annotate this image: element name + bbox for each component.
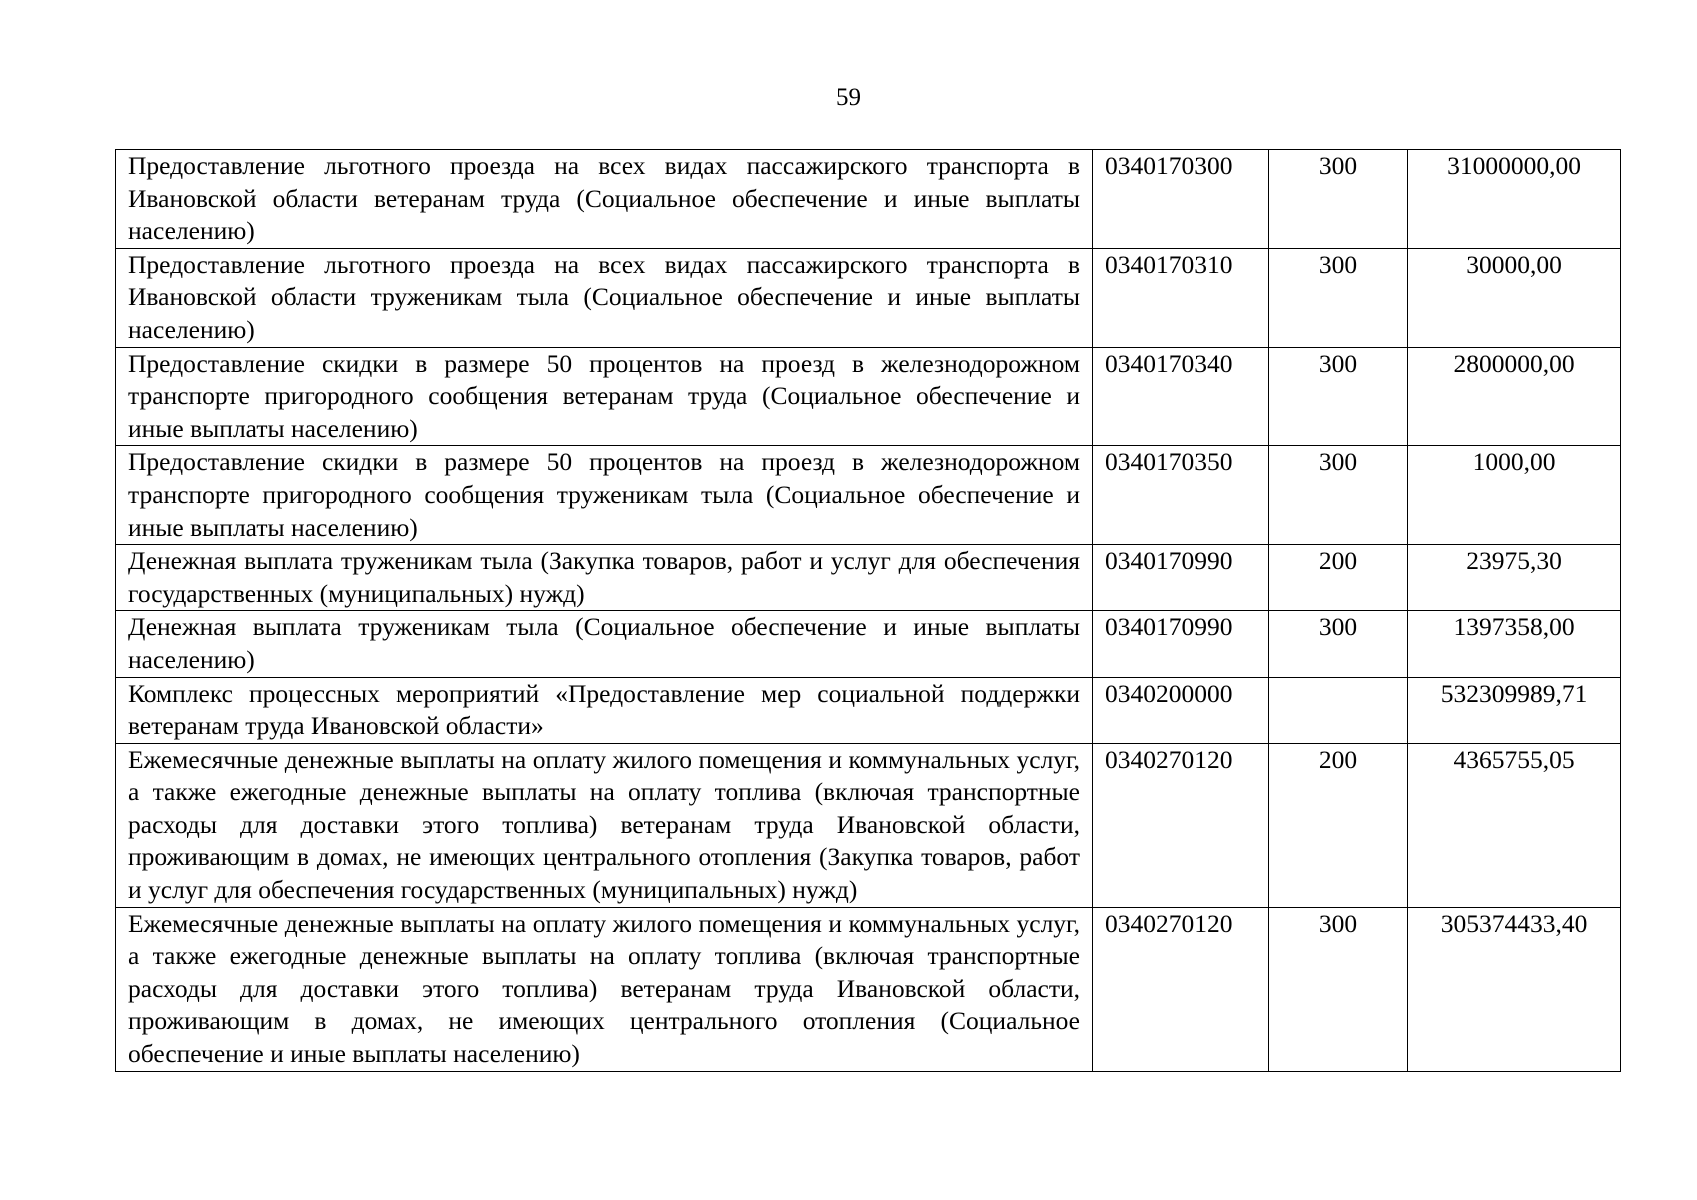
target-code-cell: 0340170350 [1093,446,1269,545]
expense-type-cell: 300 [1269,446,1408,545]
target-code-cell: 0340170340 [1093,347,1269,446]
expense-type-cell: 200 [1269,545,1408,611]
table-row [116,347,1621,446]
expense-type-cell: 300 [1269,611,1408,677]
target-code-cell: 0340170310 [1093,248,1269,347]
amount-cell: 1397358,00 [1408,611,1621,677]
expense-name-cell: Денежная выплата труженикам тыла (Социальное обеспечение и иные выплаты населению) [116,611,1093,677]
amount-cell: 2800000,00 [1408,347,1621,446]
target-code-cell: 0340170300 [1093,150,1269,249]
expense-name-cell: Предоставление скидки в размере 50 процентов на проезд в железнодорожном транспорте пригородного сообщения ветеранам труда (Социальное обеспечение и иные выплаты населению) [116,347,1093,446]
expense-type-cell [1269,677,1408,743]
target-code-cell: 0340170990 [1093,545,1269,611]
expense-name-cell: Предоставление скидки в размере 50 процентов на проезд в железнодорожном транспорте пригородного сообщения труженикам тыла (Социальное обеспечение и иные выплаты населению) [116,446,1093,545]
target-code-cell: 0340270120 [1093,907,1269,1071]
expense-name-cell: Комплекс процессных мероприятий «Предоставление мер социальной поддержки ветеранам труда Ивановской области» [116,677,1093,743]
expense-type-cell: 300 [1269,150,1408,249]
expense-type-cell: 300 [1269,248,1408,347]
amount-cell: 305374433,40 [1408,907,1621,1071]
expense-name-cell: Ежемесячные денежные выплаты на оплату жилого помещения и коммунальных услуг, а также ежегодные денежные выплаты на оплату топлива (включая транспортные расходы для доставки этого топлива) ветеранам труда Ивановской области, проживающим в домах, не имеющих центрального отопления (Социальное обеспечение и иные выплаты населению) [116,907,1093,1071]
table-row [116,545,1621,611]
amount-cell: 4365755,05 [1408,743,1621,907]
amount-cell: 30000,00 [1408,248,1621,347]
table-row [116,907,1621,1071]
table-row [116,446,1621,545]
expense-name-cell: Предоставление льготного проезда на всех видах пассажирского транспорта в Ивановской области ветеранам труда (Социальное обеспечение и иные выплаты населению) [116,150,1093,249]
expense-type-cell: 300 [1269,907,1408,1071]
amount-cell: 23975,30 [1408,545,1621,611]
table-row [116,248,1621,347]
expense-name-cell: Предоставление льготного проезда на всех видах пассажирского транспорта в Ивановской области труженикам тыла (Социальное обеспечение и иные выплаты населению) [116,248,1093,347]
expense-name-cell: Ежемесячные денежные выплаты на оплату жилого помещения и коммунальных услуг, а также ежегодные денежные выплаты на оплату топлива (включая транспортные расходы для доставки этого топлива) ветеранам труда Ивановской области, проживающим в домах, не имеющих центрального отопления (Закупка товаров, работ и услуг для обеспечения государственных (муниципальных) нужд) [116,743,1093,907]
amount-cell: 31000000,00 [1408,150,1621,249]
target-code-cell: 0340270120 [1093,743,1269,907]
table-row [116,677,1621,743]
amount-cell: 1000,00 [1408,446,1621,545]
target-code-cell: 0340170990 [1093,611,1269,677]
amount-cell: 532309989,71 [1408,677,1621,743]
expense-type-cell: 200 [1269,743,1408,907]
table-row [116,150,1621,249]
table-row [116,743,1621,907]
target-code-cell: 0340200000 [1093,677,1269,743]
expense-name-cell: Денежная выплата труженикам тыла (Закупка товаров, работ и услуг для обеспечения государственных (муниципальных) нужд) [116,545,1093,611]
table-row [116,611,1621,677]
expense-type-cell: 300 [1269,347,1408,446]
budget-table-body [116,150,1621,1072]
budget-table [115,149,1621,1072]
page-number: 59 [836,84,861,111]
